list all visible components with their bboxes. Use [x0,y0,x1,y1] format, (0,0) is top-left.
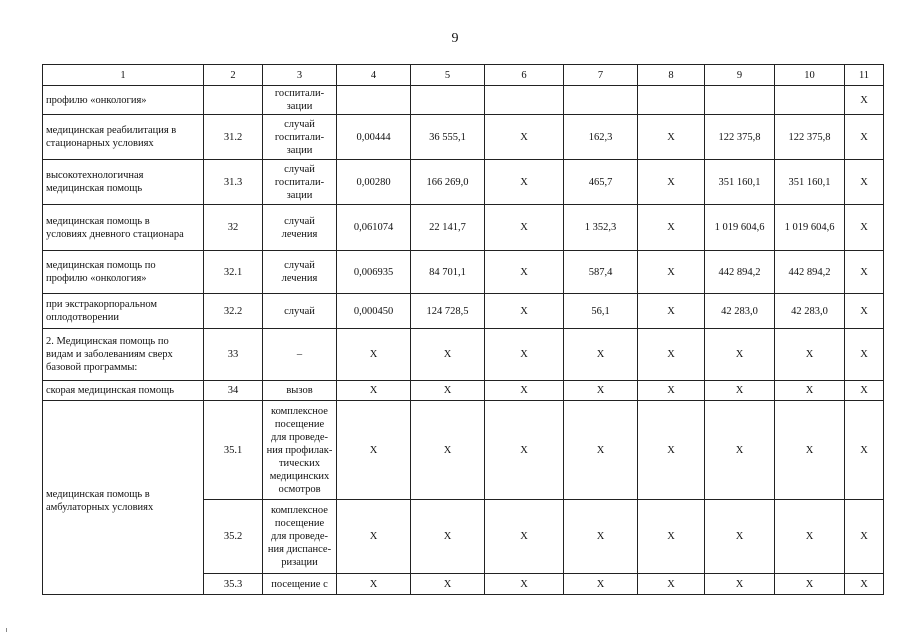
table-cell-c8: X [638,251,705,294]
header-row [43,65,884,86]
table-cell-c11: X [845,115,884,160]
table-cell-c10: 442 894,2 [775,251,845,294]
table-cell-c1: 2. Медицинская помощь по видам и заболеваниям сверх базовой программы: [43,329,204,381]
table-cell-c4: X [337,574,411,595]
table-cell-c2: 33 [204,329,263,381]
table-cell-c5: X [411,500,485,574]
table-cell-c6: X [485,500,564,574]
table-cell-c10: 42 283,0 [775,294,845,329]
table-cell-c10: 122 375,8 [775,115,845,160]
header-cell: 6 [485,65,564,86]
table-cell-c10: X [775,401,845,500]
table-cell-c10: X [775,574,845,595]
header-cell: 2 [204,65,263,86]
table-cell-c10: 351 160,1 [775,160,845,205]
table-cell-c11: X [845,329,884,381]
table-cell-c8: X [638,574,705,595]
table-cell-c3: случай лечения [263,251,337,294]
table-cell-c2: 35.2 [204,500,263,574]
table-cell-c2: 35.3 [204,574,263,595]
table-cell-c2 [204,86,263,115]
table-cell-c9: X [705,500,775,574]
table-cell-c11: X [845,251,884,294]
table-cell-c4: 0,00444 [337,115,411,160]
table-row [43,205,884,251]
table-cell-c5: 22 141,7 [411,205,485,251]
table-cell-c9: 351 160,1 [705,160,775,205]
table-cell-c10: X [775,381,845,401]
table-cell-c6: X [485,401,564,500]
table-cell-c7: 162,3 [564,115,638,160]
table-cell-c11: X [845,294,884,329]
table-cell-c10: 1 019 604,6 [775,205,845,251]
scan-artifact [6,628,7,632]
table-cell-c9: X [705,381,775,401]
table-row [43,160,884,205]
table-cell-c2: 34 [204,381,263,401]
table-cell-c4: 0,000450 [337,294,411,329]
table-cell-c5 [411,86,485,115]
table-row [43,115,884,160]
table-cell-c6: X [485,329,564,381]
table-cell-c9: X [705,329,775,381]
table-cell-c4: X [337,401,411,500]
table-cell-c6 [485,86,564,115]
table-cell-c5: 84 701,1 [411,251,485,294]
table-cell-c3: госпитали- зации [263,86,337,115]
table-cell-c8: X [638,329,705,381]
table-cell-c8: X [638,160,705,205]
table-cell-c1: скорая медицинская помощь [43,381,204,401]
group-label-cell: медицинская помощь в амбулаторных условиях [43,401,204,595]
table-cell-c5: 124 728,5 [411,294,485,329]
table-cell-c11: X [845,500,884,574]
header-cell: 1 [43,65,204,86]
table-cell-c4: 0,061074 [337,205,411,251]
table-cell-c6: X [485,251,564,294]
table-cell-c5: 166 269,0 [411,160,485,205]
page-number: 9 [451,31,459,46]
table-cell-c9: 442 894,2 [705,251,775,294]
table-cell-c1: профилю «онкология» [43,86,204,115]
table-row [43,401,884,500]
table-cell-c6: X [485,115,564,160]
table-cell-c3: комплексное посещение для проведе- ния профилак- тических медицинских осмотров [263,401,337,500]
table-cell-c6: X [485,205,564,251]
table-cell-c3: случай госпитали- зации [263,115,337,160]
table-cell-c5: X [411,401,485,500]
table-cell-c7: 587,4 [564,251,638,294]
table-cell-c8 [638,86,705,115]
table-cell-c1: высокотехнологичная медицинская помощь [43,160,204,205]
table-cell-c1: при экстракорпоральном оплодотворении [43,294,204,329]
table-cell-c10: X [775,329,845,381]
table-cell-c2: 32.2 [204,294,263,329]
table-cell-c11: X [845,160,884,205]
table-cell-c1: медицинская помощь в условиях дневного стационара [43,205,204,251]
table-cell-c8: X [638,205,705,251]
tariff-table [42,64,884,595]
table-row [43,294,884,329]
table-cell-c11: X [845,381,884,401]
table-cell-c5: X [411,574,485,595]
table-cell-c9: 42 283,0 [705,294,775,329]
table-cell-c2: 35.1 [204,401,263,500]
table-cell-c9: X [705,401,775,500]
table-cell-c4: 0,006935 [337,251,411,294]
header-cell: 4 [337,65,411,86]
table-row [43,381,884,401]
table-cell-c3: посещение с [263,574,337,595]
table-cell-c5: X [411,329,485,381]
header-cell: 11 [845,65,884,86]
table-cell-c9: 122 375,8 [705,115,775,160]
table-cell-c3: случай госпитали- зации [263,160,337,205]
table-cell-c11: X [845,86,884,115]
table-cell-c7: 1 352,3 [564,205,638,251]
table-cell-c9 [705,86,775,115]
table-cell-c7: X [564,500,638,574]
table-cell-c8: X [638,500,705,574]
table-cell-c8: X [638,115,705,160]
table-cell-c8: X [638,294,705,329]
table-cell-c2: 31.2 [204,115,263,160]
table-row [43,86,884,115]
table-cell-c6: X [485,160,564,205]
table-cell-c10 [775,86,845,115]
table-cell-c3: – [263,329,337,381]
table-cell-c4: X [337,500,411,574]
table-cell-c1: медицинская помощь по профилю «онкология» [43,251,204,294]
table-cell-c4: X [337,381,411,401]
table-cell-c7: 465,7 [564,160,638,205]
table-cell-c3: вызов [263,381,337,401]
header-cell: 8 [638,65,705,86]
table-cell-c7: X [564,381,638,401]
table-cell-c3: случай [263,294,337,329]
table-cell-c4: X [337,329,411,381]
table-body [43,65,884,595]
table-cell-c7 [564,86,638,115]
header-cell: 10 [775,65,845,86]
table-cell-c9: 1 019 604,6 [705,205,775,251]
header-cell: 3 [263,65,337,86]
table-cell-c2: 32.1 [204,251,263,294]
header-cell: 7 [564,65,638,86]
table-cell-c3: случай лечения [263,205,337,251]
table-cell-c2: 32 [204,205,263,251]
table-cell-c7: X [564,574,638,595]
table-cell-c11: X [845,574,884,595]
table-cell-c9: X [705,574,775,595]
table-cell-c6: X [485,574,564,595]
table-cell-c7: X [564,329,638,381]
header-cell: 5 [411,65,485,86]
table-cell-c11: X [845,401,884,500]
table-cell-c4 [337,86,411,115]
table-cell-c8: X [638,381,705,401]
table-cell-c7: X [564,401,638,500]
table-cell-c8: X [638,401,705,500]
table-row [43,251,884,294]
table-cell-c11: X [845,205,884,251]
table-cell-c2: 31.3 [204,160,263,205]
table-cell-c10: X [775,500,845,574]
table-cell-c6: X [485,294,564,329]
table-cell-c1: медицинская реабилитация в стационарных условиях [43,115,204,160]
table-cell-c5: 36 555,1 [411,115,485,160]
header-cell: 9 [705,65,775,86]
table-cell-c5: X [411,381,485,401]
table-cell-c3: комплексное посещение для проведе- ния диспансе- ризации [263,500,337,574]
table-row [43,329,884,381]
table-cell-c7: 56,1 [564,294,638,329]
table-cell-c4: 0,00280 [337,160,411,205]
table-cell-c6: X [485,381,564,401]
